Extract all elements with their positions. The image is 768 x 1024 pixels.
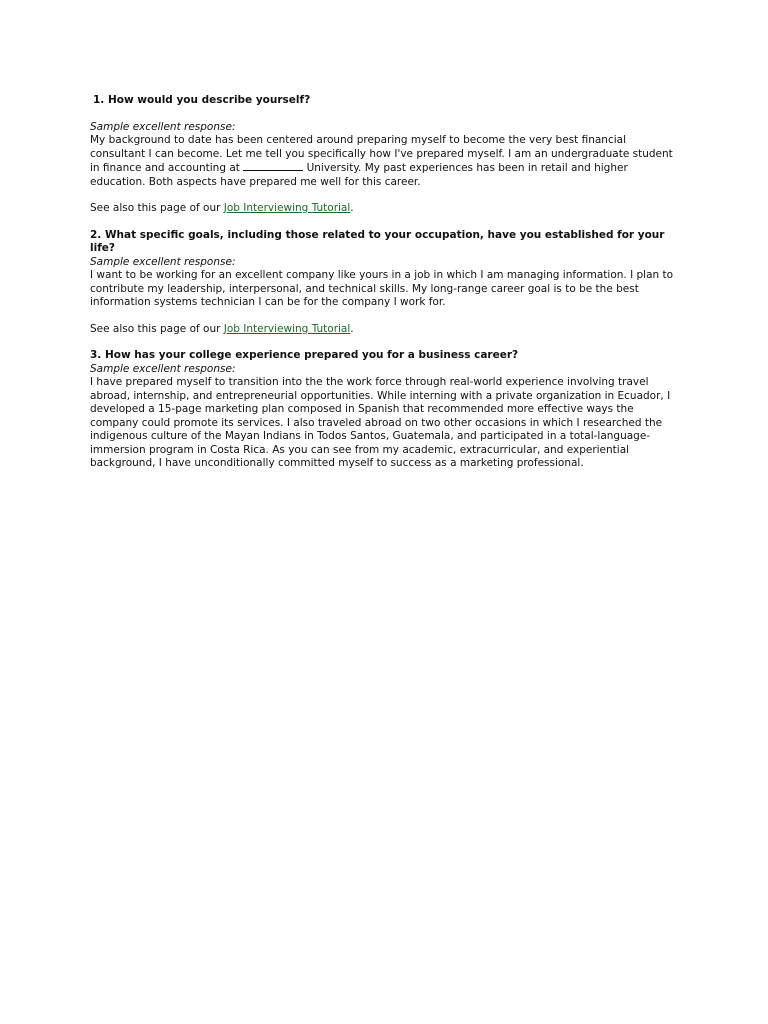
question-1 [90,94,682,216]
question-2 [90,229,682,337]
question-1-answer [90,134,682,189]
question-1-answer-part2: University. My past experiences has been in retail and higher education. Both aspects have prepared me well for this career. [90,162,628,188]
question-2-sample-label: Sample excellent response: [90,255,236,268]
question-3-sample-label: Sample excellent response: [90,362,236,375]
see-also-suffix: . [350,202,354,214]
document-page [90,94,682,471]
job-interviewing-tutorial-link[interactable]: Job Interviewing Tutorial [223,322,351,335]
see-also-prefix: See also this page of our [90,202,224,214]
university-blank-line [243,161,303,171]
question-3-title: 3. How has your college experience prepared you for a business career? [90,349,519,361]
question-2-title: 2. What specific goals, including those related to your occupation, have you established for your life? [90,228,665,254]
question-3-answer: I have prepared myself to transition into the the work force through real-world experience involving travel abroad, internship, and entrepreneurial opportunities. While interning with a private organization in Ecuador, I developed a 15-page marketing plan composed in Spanish that recommended more effective ways the company could promote its services. I also traveled abroad on two other occasions in which I researched the indigenous culture of the Mayan Indians in Todos Santos, Guatemala, and participated in a total-language-immersion program in Costa Rica. As you can see from my academic, extracurricular, and experiential background, I have unconditionally committed myself to success as a marketing professional. [90,376,671,469]
question-1-see-also [90,202,682,216]
question-2-see-also [90,323,682,337]
job-interviewing-tutorial-link[interactable]: Job Interviewing Tutorial [223,202,351,214]
see-also-prefix: See also this page of our [90,322,224,335]
question-2-answer: I want to be working for an excellent company like yours in a job in which I am managing information. I plan to contribute my leadership, interpersonal, and technical skills. My long-range career goal is to be the best information systems technician I can be for the company I work for. [90,269,674,308]
question-1-title: 1. How would you describe yourself? [93,94,311,106]
question-1-sample-label: Sample excellent response: [90,120,236,133]
see-also-suffix: . [350,322,354,335]
question-1-answer-part1: My background to date has been centered around preparing myself to become the very best financial consultant I can become. Let me tell you specifically how I've prepared myself. I am an undergraduate student in finance and accounting at [90,134,673,174]
question-3 [90,349,682,471]
